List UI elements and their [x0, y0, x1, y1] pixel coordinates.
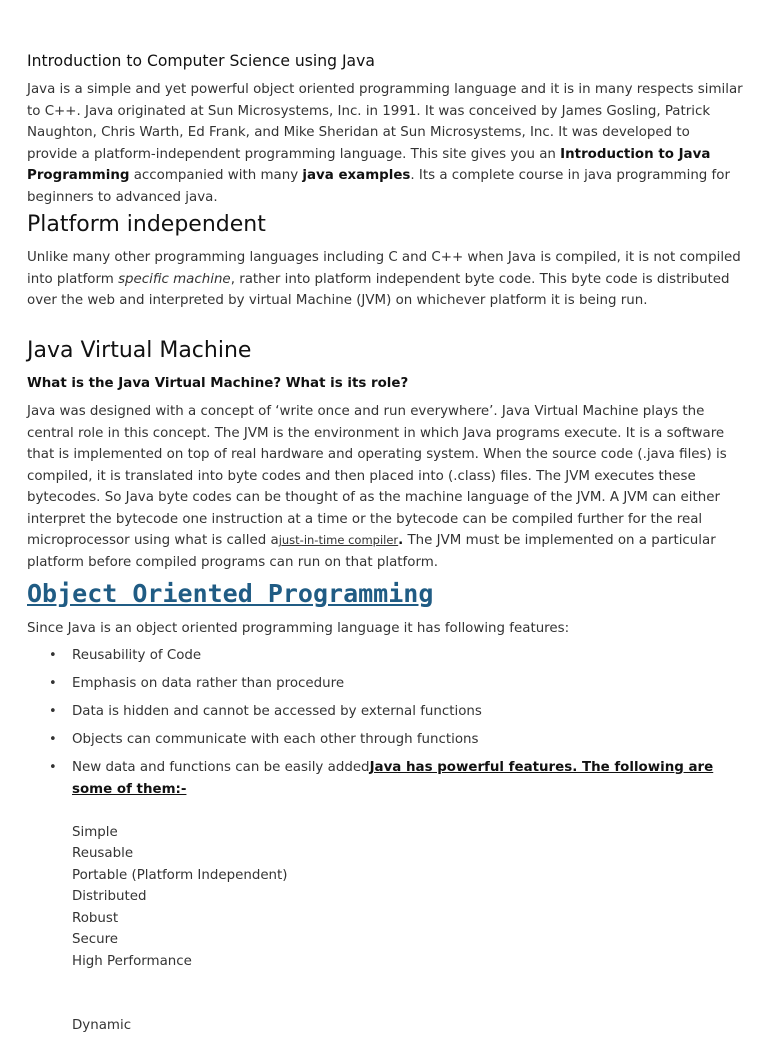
intro-text-3: . Its a complete course in java programming for beginners to advanced java.: [27, 168, 730, 205]
jvm-text-b: The JVM must be implemented on a particular platform before compiled programs can run on that platform.: [27, 533, 716, 570]
intro-text-1: Java is a simple and yet powerful object oriented programming language and it is in many respects similar to C++. Java originated at Sun Microsystems, Inc. in 1991. It was conceived by James Gosling, Patrick Naughton, Chris Warth, Ed Frank, and Mike Sheridan at Sun Microsystems, Inc. It was developed to provide a platform-independent programming language. This site gives you an: [27, 82, 743, 162]
list-item: [27, 757, 743, 1037]
jvm-heading: Java Virtual Machine: [27, 338, 252, 363]
list-item-text: Emphasis on data rather than procedure: [72, 676, 345, 691]
jit-compiler-link[interactable]: just-in-time compiler: [278, 533, 399, 547]
spacer: [72, 972, 743, 994]
list-item-text: New data and functions can be easily added: [72, 760, 370, 775]
feature-dynamic: Dynamic: [72, 1018, 132, 1033]
feature-robust: Robust: [72, 910, 119, 926]
feature-distributed: Distributed: [72, 889, 147, 904]
features-intro-bold: Java has powerful features. The following are some of them:-: [72, 760, 714, 797]
feature-portable: Portable (Platform Independent): [72, 867, 288, 883]
intro-bold-link-text: Introduction to Java Programming: [27, 146, 711, 183]
list-item-text: Data is hidden and cannot be accessed by external functions: [72, 704, 482, 719]
bullet-icon: •: [49, 760, 57, 775]
jvm-subheading: What is the Java Virtual Machine? What is its role?: [27, 376, 409, 391]
oop-intro: Since Java is an object oriented programming language it has following features:: [27, 621, 570, 636]
list-item-text: Objects can communicate with each other through functions: [72, 732, 479, 747]
list-item: [27, 645, 743, 667]
intro-paragraph: [27, 79, 743, 208]
platform-text-a: Unlike many other programming languages including C and C++ when Java is compiled, it is not compiled into platform: [27, 250, 741, 287]
feature-secure: Secure: [72, 932, 119, 947]
feature-reusable: Reusable: [72, 846, 134, 861]
intro-text-2: accompanied with many: [129, 168, 303, 183]
spacer: [72, 994, 743, 1016]
page-title: Introduction to Computer Science using Java: [27, 52, 375, 70]
list-item: [27, 729, 743, 751]
platform-heading: Platform independent: [27, 212, 266, 237]
platform-italic: specific machine: [118, 271, 231, 287]
jvm-text-a: Java was designed with a concept of ‘write once and run everywhere’. Java Virtual Machine plays the central role in this concept. The JVM is the environment in which Java programs execute. It is a software that is implemented on top of real hardware and operating system. When the source code (.java files) is compiled, it is translated into byte codes and then placed into (.class) files. The JVM executes these bytecodes. So Java byte codes can be thought of as the machine language of the JVM. A JVM can either interpret the bytecode one instruction at a time or the bytecode can be compiled further for the real microprocessor using what is called a: [27, 404, 727, 548]
jvm-paragraph: [27, 401, 743, 573]
list-item: [27, 673, 743, 695]
bullet-icon: •: [49, 704, 57, 719]
platform-paragraph: [27, 247, 743, 312]
feature-high-performance: High Performance: [72, 953, 192, 969]
oop-heading[interactable]: Object Oriented Programming: [27, 579, 434, 608]
list-item-text: Reusability of Code: [72, 648, 202, 663]
intro-bold-examples: java examples: [302, 168, 411, 183]
features-sublist: [72, 822, 743, 1037]
bullet-icon: •: [49, 648, 57, 663]
jvm-link-dot: .: [398, 533, 404, 548]
feature-simple: Simple: [72, 824, 118, 840]
bullet-icon: •: [49, 732, 57, 747]
platform-text-b: , rather into platform independent byte code. This byte code is distributed over the web and interpreted by virtual Machine (JVM) on whichever platform it is being run.: [27, 271, 730, 308]
bullet-icon: •: [49, 676, 57, 691]
list-item: [27, 701, 743, 723]
oop-feature-list: [27, 645, 743, 1043]
